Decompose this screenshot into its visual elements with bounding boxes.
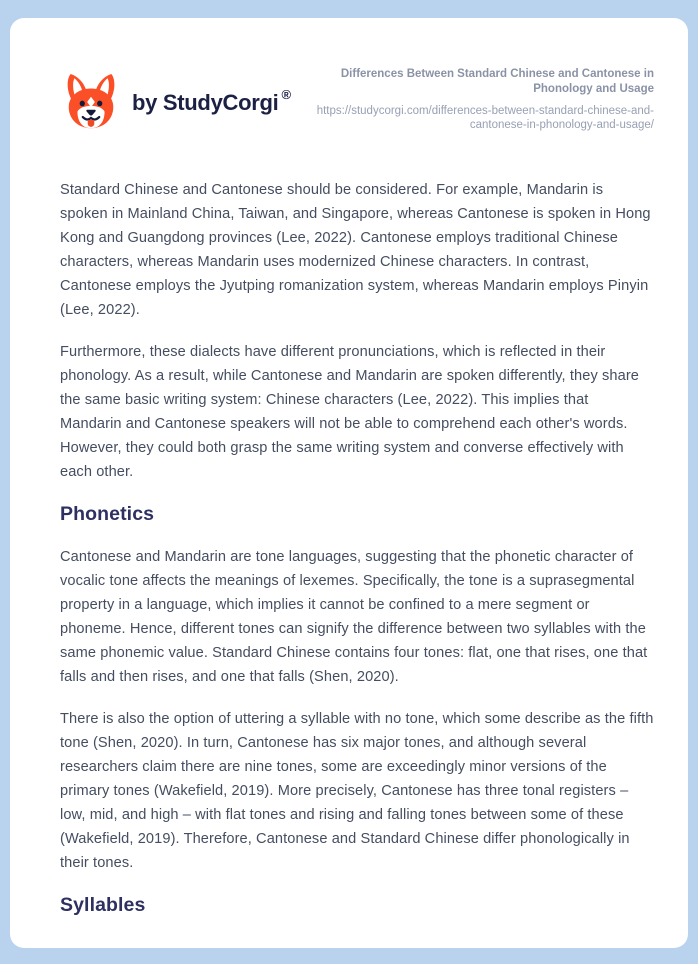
paragraph: Furthermore, these dialects have different pronunciations, which is reflected in their phonology. As a result, while Cantonese and Mandarin are spoken differently, they share the same basic writing system: Chinese characters (Lee, 2022). This implies that Mandarin and Cantonese speakers will not be able to comprehend each other's words. However, they could both grasp the same writing system and converse effectively with each other.: [60, 344, 640, 480]
section-heading-syllables: Syllables: [60, 894, 146, 916]
document-url-link[interactable]: https://studycorgi.com/differences-between-standard-chinese-and-cantonese-in-phonology-and-usage/: [316, 105, 654, 131]
document-meta: [309, 67, 654, 132]
registered-trademark-icon: ®: [281, 86, 292, 102]
document-card: [10, 18, 688, 948]
header: [60, 68, 654, 134]
document-title: Differences Between Standard Chinese and Cantonese in Phonology and Usage: [340, 68, 654, 95]
corgi-logo-icon: [60, 72, 122, 134]
article-body: [60, 178, 654, 917]
section-heading-phonetics: Phonetics: [60, 503, 155, 525]
paragraph: Standard Chinese and Cantonese should be considered. For example, Mandarin is spoken in Mainland China, Taiwan, and Singapore, whereas Cantonese is spoken in Hong Kong and Guangdong provinces (Lee, 2022). Cantonese employs traditional Chinese characters, whereas Mandarin uses modernized Chinese characters. In contrast, Cantonese employs the Jyutping romanization system, whereas Mandarin employs Pinyin (Lee, 2022).: [60, 182, 651, 318]
paragraph: There is also the option of uttering a syllable with no tone, which some describe as the fifth tone (Shen, 2020). In turn, Cantonese has six major tones, and although several researchers claim there are nine tones, some are exceedingly minor versions of the primary tones (Wakefield, 2019). More precisely, Cantonese has three tonal registers – low, mid, and high – with flat tones and rising and falling tones between some of these (Wakefield, 2019). Therefore, Cantonese and Standard Chinese differ phonologically in their tones.: [60, 711, 654, 871]
brand-wordmark: by StudyCorgi: [132, 90, 279, 115]
paragraph: Cantonese and Mandarin are tone languages, suggesting that the phonetic character of vocalic tone affects the meanings of lexemes. Specifically, the tone is a suprasegmental property in a language, which implies it cannot be confined to a mere segment or phoneme. Hence, different tones can signify the difference between two syllables with the same phonemic value. Standard Chinese contains four tones: flat, one that rises, one that falls and then rises, and one that falls (Shen, 2020).: [60, 549, 648, 685]
brand: [60, 72, 291, 134]
